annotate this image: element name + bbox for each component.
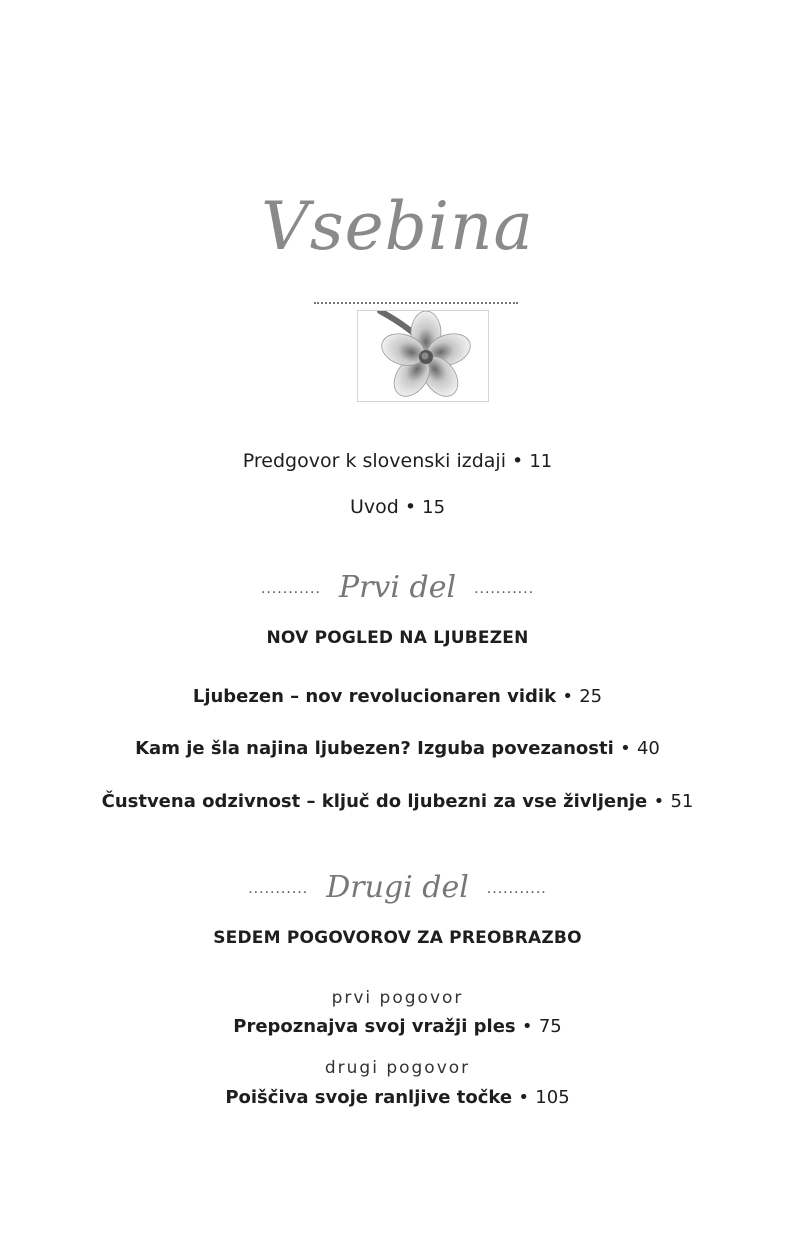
conversation-label: drugi pogovor bbox=[324, 1058, 471, 1078]
part1-title-line: ........... Prvi del ........... bbox=[260, 570, 535, 605]
toc-entry-uvod: Uvod • 15 bbox=[349, 496, 446, 518]
part1-label: Prvi del bbox=[338, 570, 457, 605]
part2-heading: SEDEM POGOVOROV ZA PREOBRAZBO bbox=[213, 928, 582, 948]
toc-entry-conversation: Poiščiva svoje ranljive točke • 105 bbox=[225, 1087, 570, 1108]
title-dotted-rule bbox=[314, 302, 518, 304]
toc-entry-chapter: Ljubezen – nov revolucionaren vidik • 25 bbox=[192, 686, 603, 707]
toc-entry-conversation: Prepoznajva svoj vražji ples • 75 bbox=[233, 1016, 562, 1037]
page-title: Vsebina bbox=[261, 188, 534, 265]
flower-illustration bbox=[357, 310, 489, 402]
toc-entry-chapter: Kam je šla najina ljubezen? Izguba povezanosti • 40 bbox=[135, 738, 660, 759]
part1-heading: NOV POGLED NA LJUBEZEN bbox=[266, 628, 529, 648]
toc-entry-chapter: Čustvena odzivnost – ključ do ljubezni za vse življenje • 51 bbox=[101, 791, 694, 812]
toc-entry-predgovor: Predgovor k slovenski izdaji • 11 bbox=[242, 450, 553, 472]
part2-title-line: ........... Drugi del ........... bbox=[248, 870, 547, 905]
flower-icon bbox=[358, 311, 489, 402]
part2-label: Drugi del bbox=[326, 870, 469, 905]
conversation-label: prvi pogovor bbox=[331, 988, 464, 1008]
